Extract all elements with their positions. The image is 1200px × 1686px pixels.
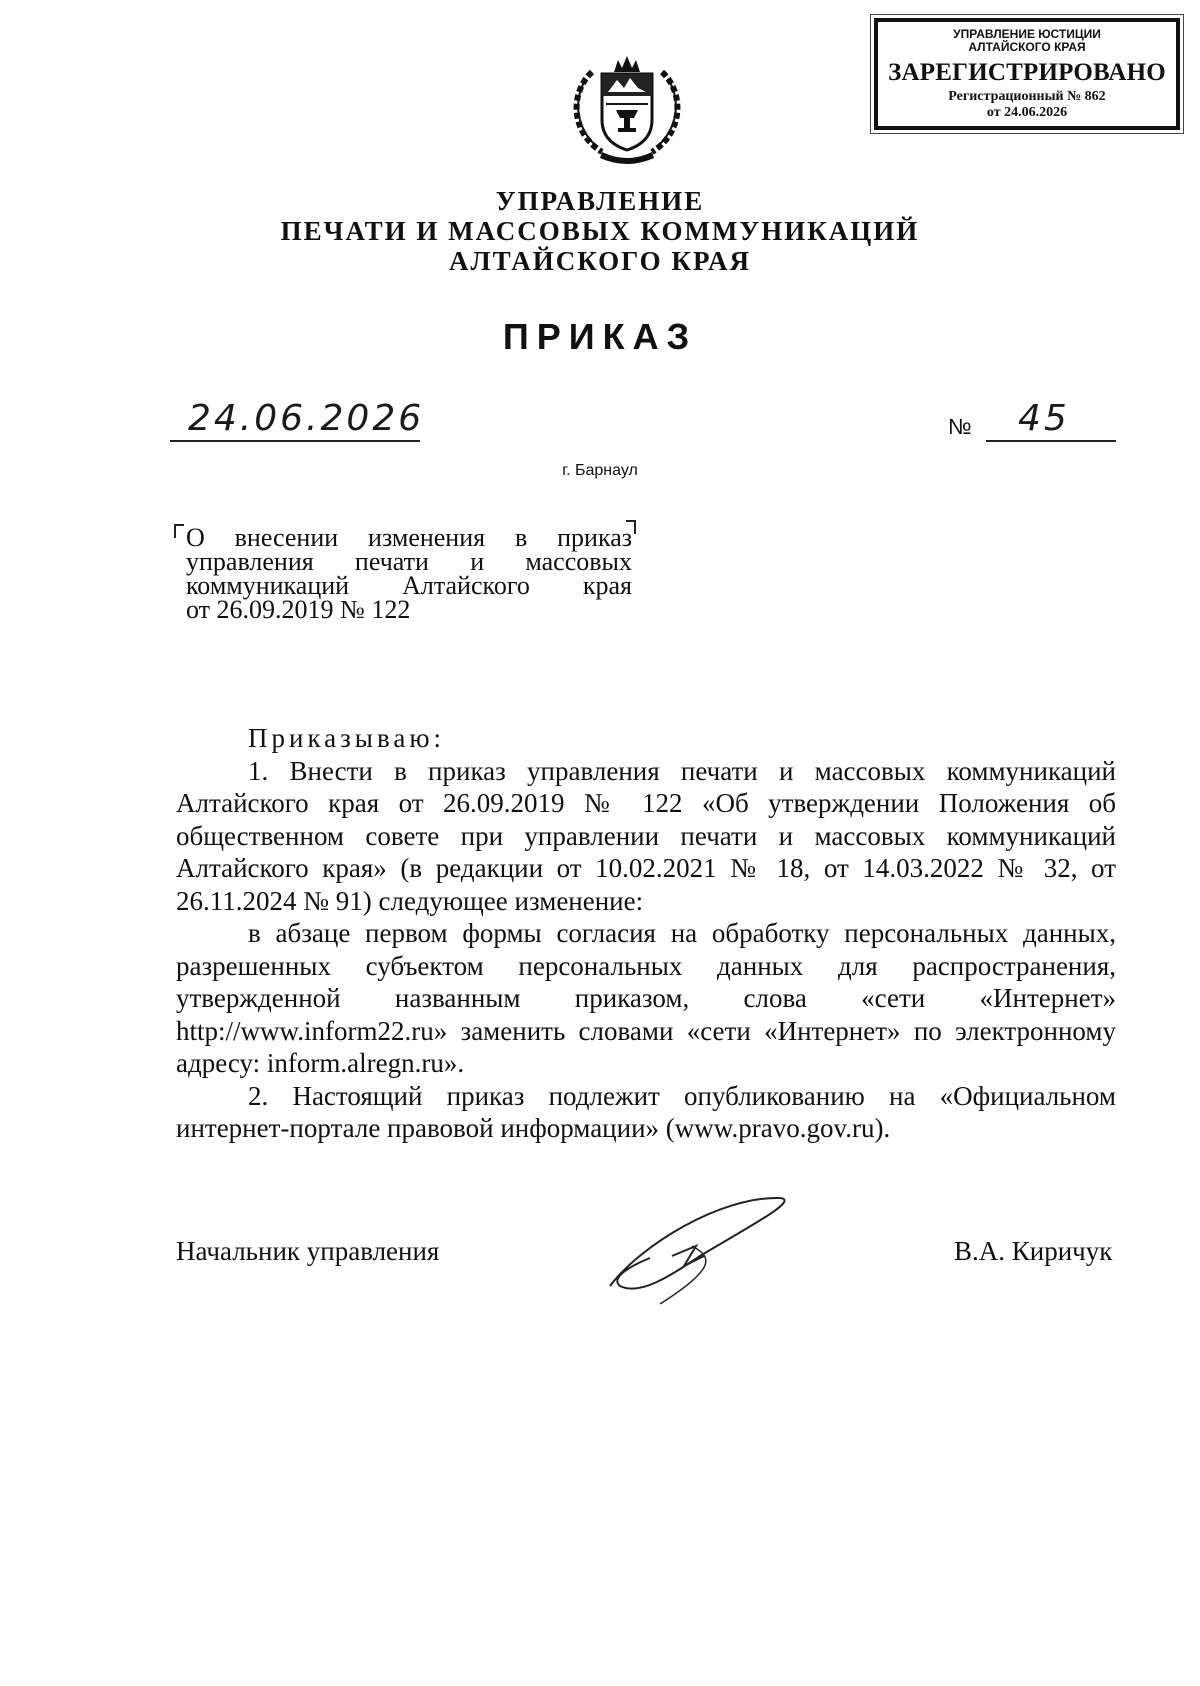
document-type-title: ПРИКАЗ	[502, 316, 698, 357]
number-underline	[986, 440, 1116, 442]
coat-of-arms-icon	[562, 52, 692, 164]
subject-line: управления печати и массовых	[186, 547, 632, 576]
signatory-name: В.А. Киричук	[954, 1236, 1113, 1266]
subject-line: коммуникаций Алтайского края	[186, 571, 632, 600]
org-name-line3: АЛТАЙСКОГО КРАЯ	[448, 246, 752, 276]
number-label: №	[948, 414, 972, 439]
stamp-agency-line2: АЛТАЙСКОГО КРАЯ	[968, 40, 1086, 54]
order-paragraph-2: в абзаце первом формы согласия на обработку персональных данных, разрешенных субъектом персональных данных для распространения, утвержденной названным приказом, слова «сети «Интернет» http://www.inform22.ru» заменить словами «сети «Интернет» по электронному адресу: inform.alregn.ru».	[176, 918, 1116, 1078]
order-paragraph-3: 2. Настоящий приказ подлежит опубликованию на «Официальном интернет-портале правовой информации» (www.pravo.gov.ru).	[176, 1080, 1116, 1143]
stamp-reg-date: от 24.06.2026	[986, 105, 1068, 120]
signatory-title: Начальник управления	[176, 1236, 440, 1266]
date-underline	[170, 440, 420, 442]
handwritten-signature-icon	[600, 1186, 810, 1316]
stamp-agency-line1: УПРАВЛЕНИЕ ЮСТИЦИИ	[953, 27, 1101, 41]
stamp-status: ЗАРЕГИСТРИРОВАНО	[888, 59, 1166, 86]
city-label: г. Барнаул	[562, 462, 638, 479]
subject-line: О внесении изменения в приказ	[186, 523, 632, 552]
registration-stamp	[874, 18, 1180, 130]
order-paragraph-1: 1. Внести в приказ управления печати и массовых коммуникаций Алтайского края от 26.09.2019 № 122 «Об утверждении Положения об общественном совете при управлении печати и массовых коммуникаций Алтайского края» (в редакции от 10.02.2021 № 18, от 14.03.2022 № 32, от 26.11.2024 № 91) следующее изменение:	[176, 755, 1116, 916]
stamp-reg-number: Регистрационный № 862	[948, 89, 1106, 104]
org-name-line2: ПЕЧАТИ И МАССОВЫХ КОММУНИКАЦИЙ	[280, 216, 920, 246]
order-subject	[186, 523, 632, 624]
subject-corner-left	[174, 524, 184, 538]
subject-line: от 26.09.2019 № 122	[186, 595, 411, 624]
order-body	[176, 722, 1116, 1145]
org-name-line1: УПРАВЛЕНИЕ	[495, 186, 705, 216]
handwritten-number: 45	[1018, 398, 1070, 439]
order-lead: Приказываю:	[248, 723, 445, 753]
handwritten-date: 24.06.2026	[188, 398, 425, 439]
